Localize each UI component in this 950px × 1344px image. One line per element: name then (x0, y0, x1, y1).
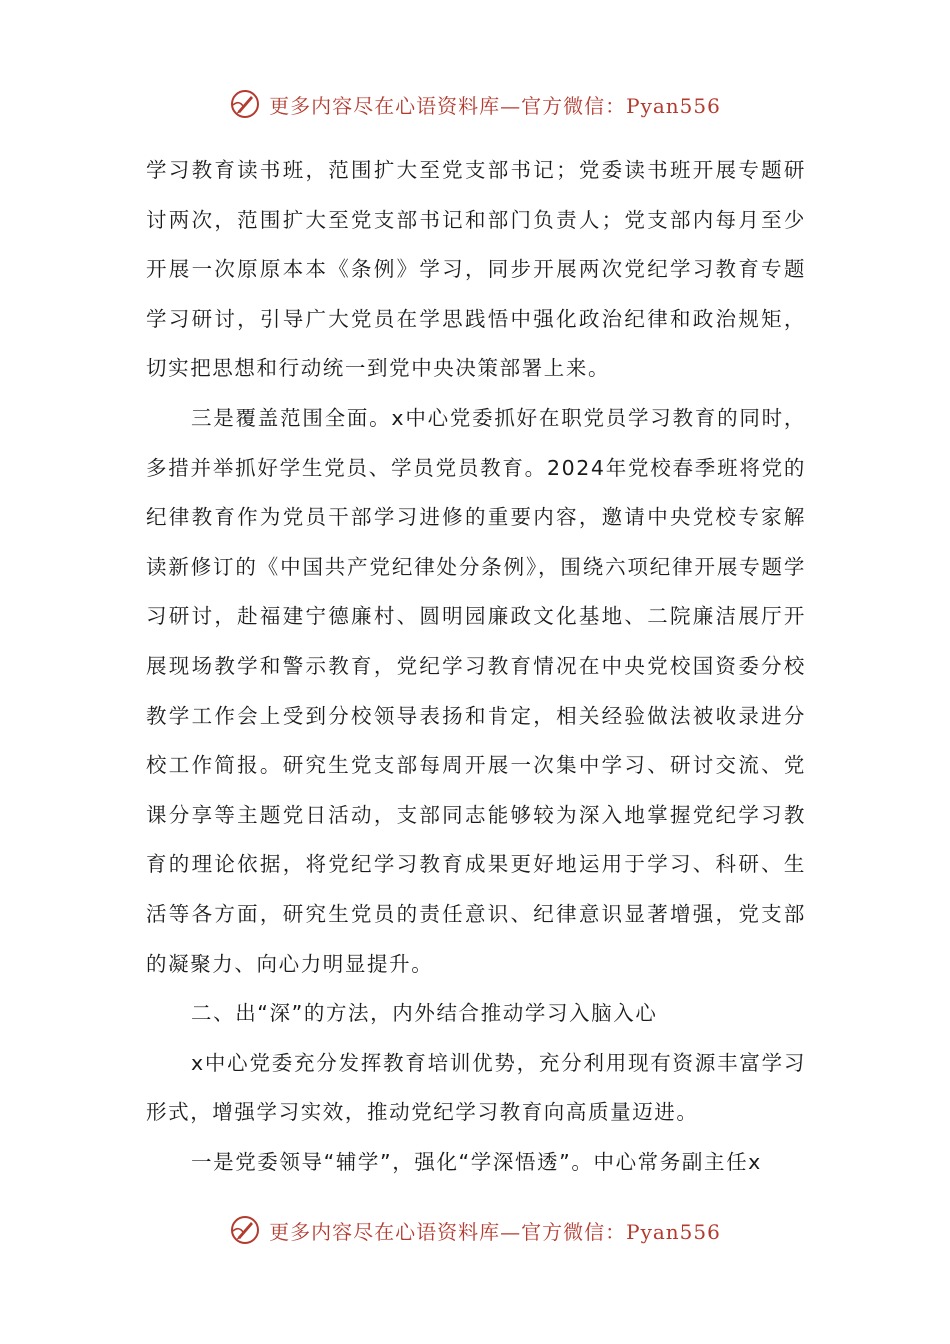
watermark-text: 更多内容尽在心语资料库—官方微信：Pyan556 (269, 1219, 721, 1244)
paragraph-continuation: 学习教育读书班，范围扩大至党支部书记；党委读书班开展专题研讨两次，范围扩大至党支部书记和部门负责人；党支部内每月至少开展一次原原本本《条例》学习，同步开展两次党纪学习教育专题学习研讨，引导广大党员在学思践悟中强化政治纪律和政治规矩，切实把思想和行动统一到党中央决策部署上来。 (146, 158, 806, 381)
watermark-text: 更多内容尽在心语资料库—官方微信：Pyan556 (269, 93, 721, 118)
paragraph-point-one: 一是党委领导“辅学”，强化“学深悟透”。中心常务副主任x (191, 1149, 762, 1174)
section-heading: 二、出“深”的方法，内外结合推动学习入脑入心 (191, 1001, 658, 1026)
quill-pen-logo-icon (229, 88, 261, 120)
paragraph-intro: x中心党委充分发挥教育培训优势，充分利用现有资源丰富学习形式，增强学习实效，推动党纪学习教育向高质量迈进。 (146, 1050, 806, 1125)
quill-pen-logo-icon (229, 1214, 261, 1246)
document-body (146, 146, 806, 1187)
paragraph-coverage: 三是覆盖范围全面。x中心党委抓好在职党员学习教育的同时，多措并举抓好学生党员、学员党员教育。2024年党校春季班将党的纪律教育作为党员干部学习进修的重要内容，邀请中央党校专家解读新修订的《中国共产党纪律处分条例》，围绕六项纪律开展专题学习研讨，赴福建宁德廉村、圆明园廉政文化基地、二院廉洁展厅开展现场教学和警示教育，党纪学习教育情况在中央党校国资委分校教学工作会上受到分校领导表扬和肯定，相关经验做法被收录进分校工作简报。研究生党支部每周开展一次集中学习、研讨交流、党课分享等主题党日活动，支部同志能够较为深入地掌握党纪学习教育的理论依据，将党纪学习教育成果更好地运用于学习、科研、生活等各方面，研究生党员的责任意识、纪律意识显著增强，党支部的凝聚力、向心力明显提升。 (146, 405, 806, 976)
header-watermark-banner (0, 84, 950, 124)
footer-watermark-banner (0, 1210, 950, 1250)
